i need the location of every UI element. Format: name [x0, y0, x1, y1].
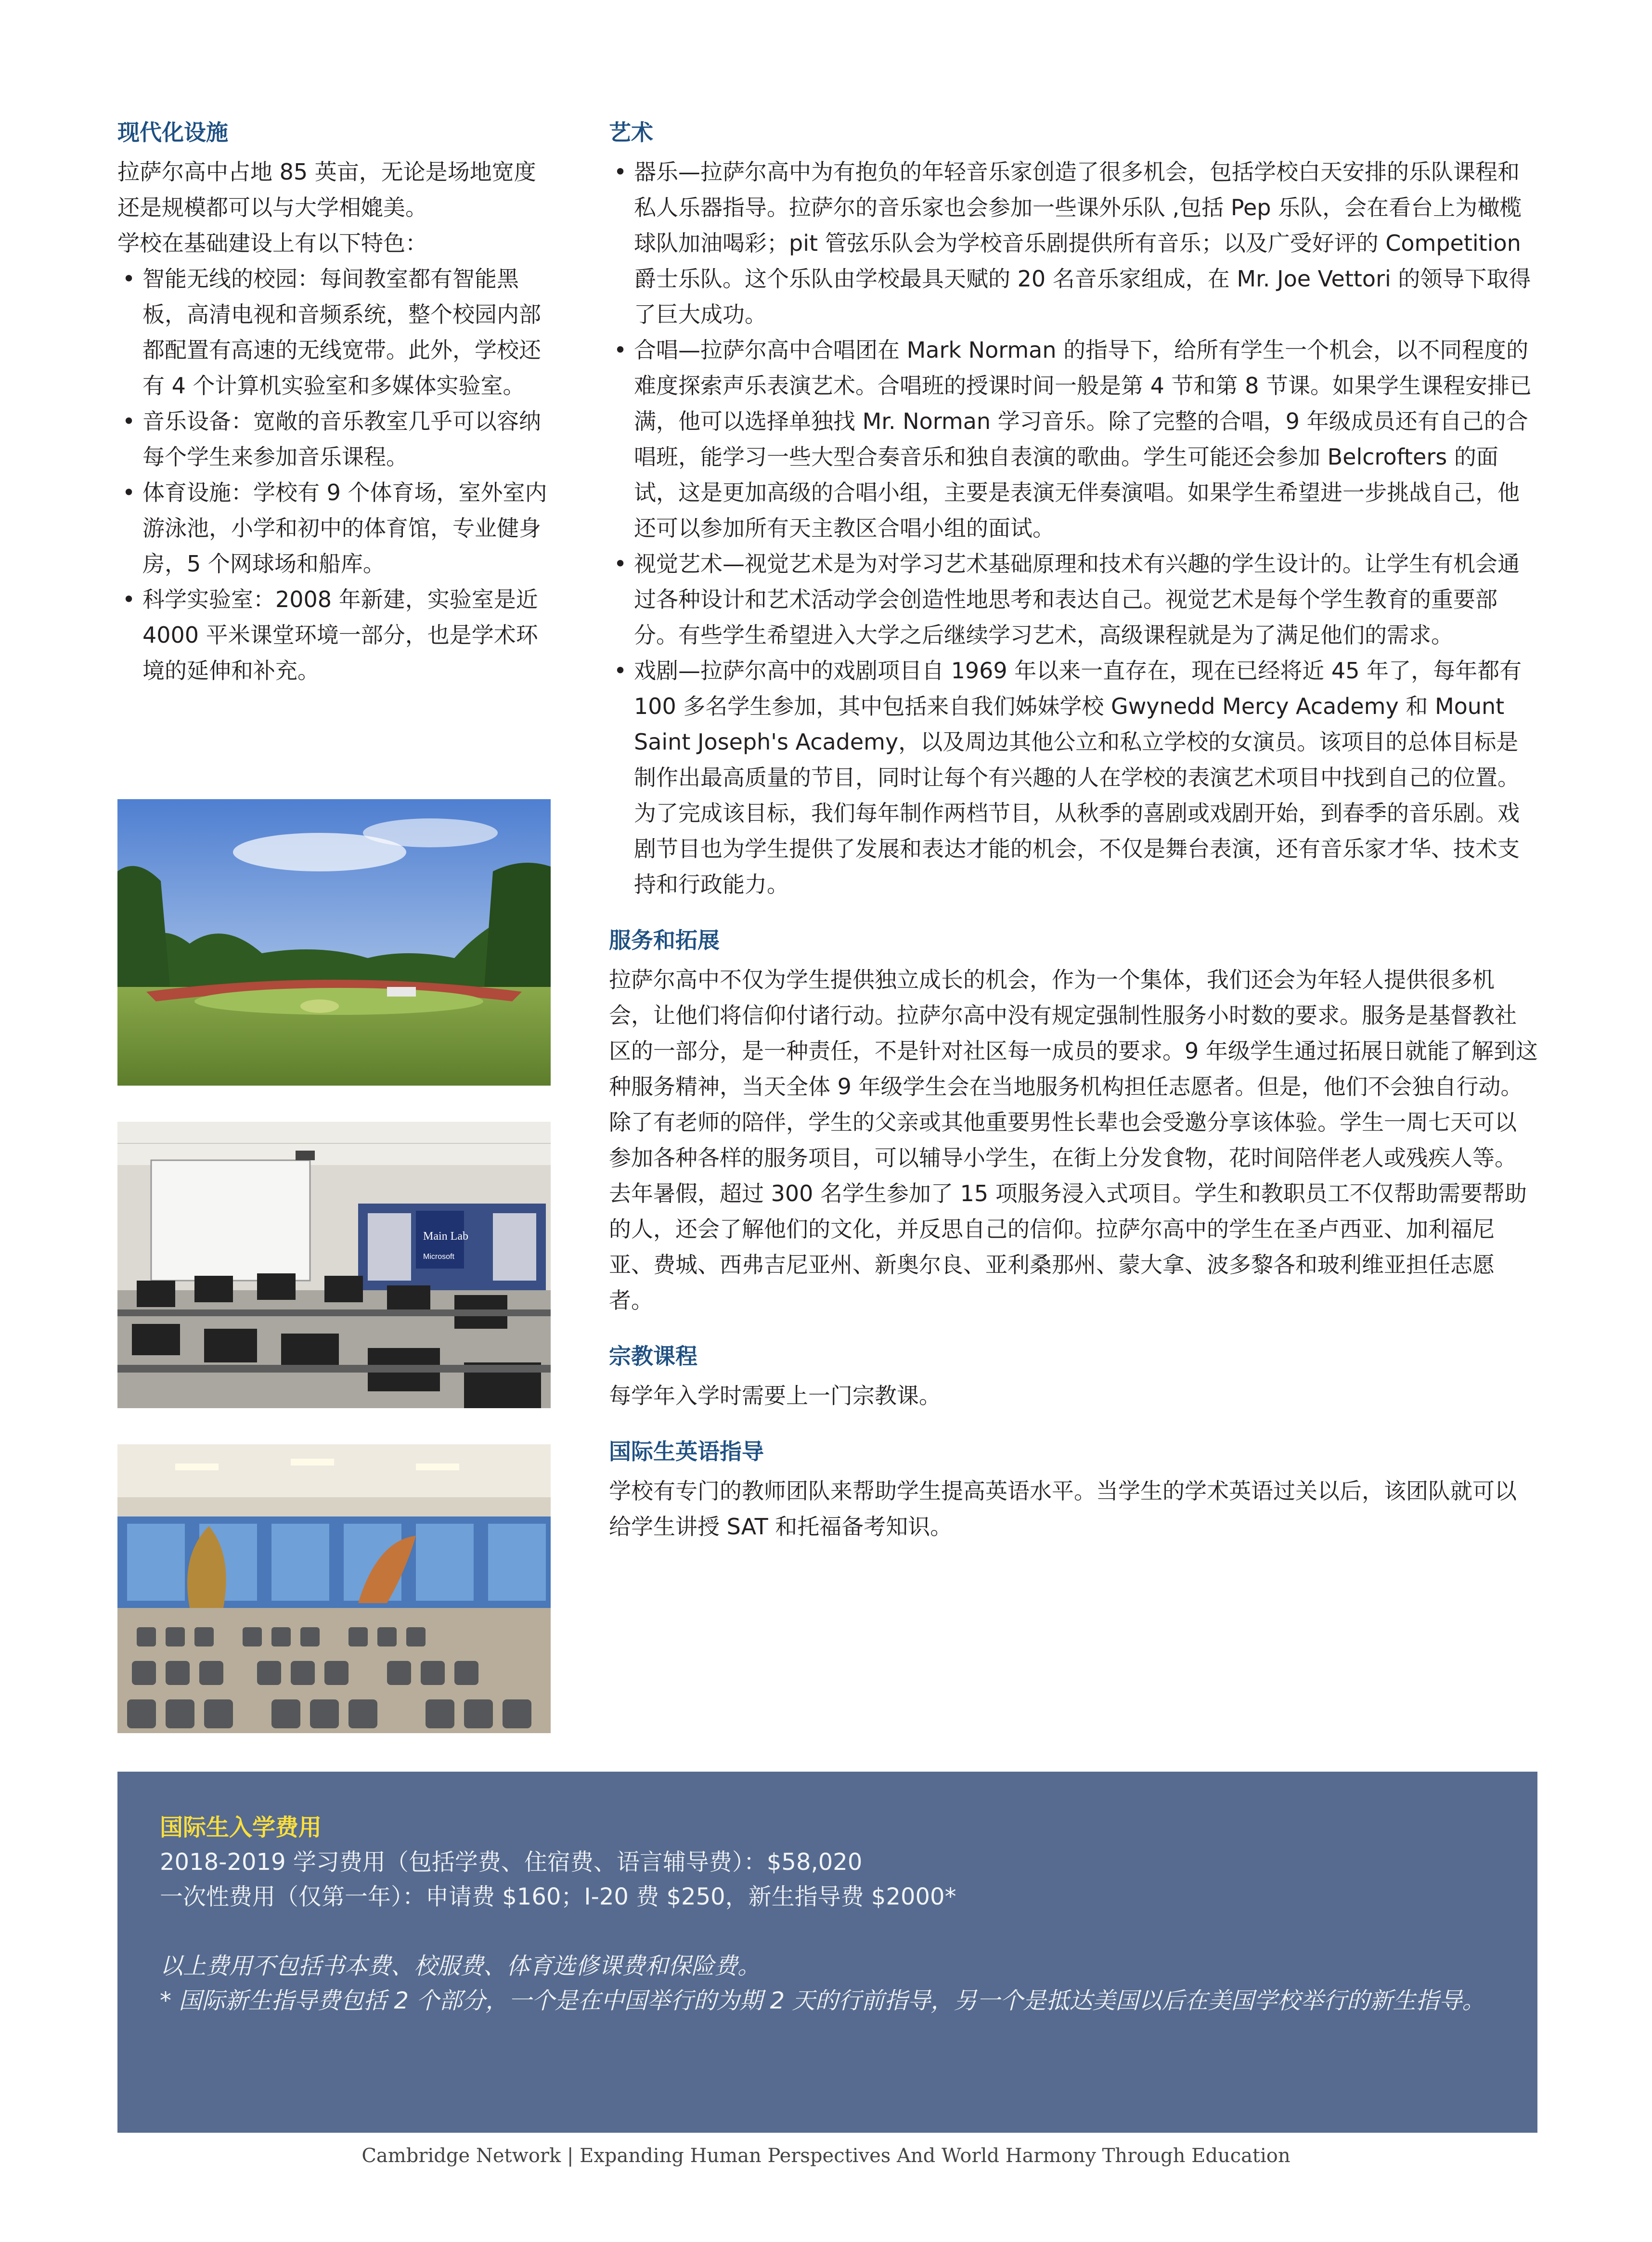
fees-line-tuition: 2018-2019 学习费用（包括学费、住宿费、语言辅导费）：$58,020 [160, 1849, 863, 1876]
facilities-heading: 现代化设施 [117, 119, 228, 145]
list-item: • 体育设施：学校有 9 个体育场，室外室内游泳池，小学和初中的体育馆，专业健身房，5 个网球场和船库。 [117, 475, 551, 582]
facilities-section [117, 116, 551, 688]
service-section [609, 923, 1538, 1318]
computer-lab-photo [117, 1122, 551, 1408]
facilities-intro-2: 学校在基础建设上有以下特色： [117, 230, 427, 256]
fees-content [160, 1810, 1495, 2018]
facilities-intro: 拉萨尔高中占地 85 英亩，无论是场地宽度还是规模都可以与大学相媲美。 [117, 159, 536, 220]
list-item: • 智能无线的校园：每间教室都有智能黑板，高清电视和音频系统，整个校园内部都配置有高速的无线宽带。此外，学校还有 4 个计算机实验室和多媒体实验室。 [117, 261, 551, 403]
religion-section [609, 1339, 1538, 1413]
esl-body: 学校有专门的教师团队来帮助学生提高英语水平。当学生的学术英语过关以后，该团队就可以给学生讲授 SAT 和托福备考知识。 [609, 1478, 1517, 1540]
fees-box [117, 1772, 1537, 2133]
fees-title: 国际生入学费用 [160, 1814, 322, 1841]
list-item: • 科学实验室：2008 年新建，实验室是近 4000 平米课堂环境一部分，也是学术环境的延伸和补充。 [117, 582, 551, 688]
list-item: • 器乐—拉萨尔高中为有抱负的年轻音乐家创造了很多机会，包括学校白天安排的乐队课程和私人乐器指导。拉萨尔的音乐家也会参加一些课外乐队 ,包括 Pep 乐队，会在看台上为橄榄球队加油喝彩；pit 管弦乐队会为学校音乐剧提供所有音乐；以及广受好评的 Competition 爵士乐队。这个乐队由学校最具天赋的 20 名音乐家组成，在 Mr. Joe Vettori 的领导下取得了巨大成功。 [609, 154, 1538, 332]
facilities-list [117, 261, 551, 688]
fees-line-onetime: 一次性费用（仅第一年）：申请费 $160；I-20 费 $250，新生指导费 $2000* [160, 1883, 956, 1910]
right-column [609, 116, 1538, 1544]
list-item: • 合唱—拉萨尔高中合唱团在 Mark Norman 的指导下，给所有学生一个机会，以不同程度的难度探索声乐表演艺术。合唱班的授课时间一般是第 4 节和第 8 节课。如果学生课程安排已满，他可以选择单独找 Mr. Norman 学习音乐。除了完整的合唱，9 年级成员还有自己的合唱班，能学习一些大型合奏音乐和独自表演的歌曲。学生可能还会参加 Belcrofters 的面试，这是更加高级的合唱小组，主要是表演无伴奏演唱。如果学生希望进一步挑战自己，他还可以参加所有天主教区合唱小组的面试。 [609, 332, 1538, 546]
list-item: • 音乐设备：宽敞的音乐教室几乎可以容纳每个学生来参加音乐课程。 [117, 403, 551, 475]
religion-body: 每学年入学时需要上一门宗教课。 [609, 1383, 941, 1409]
list-item: • 视觉艺术—视觉艺术是为对学习艺术基础原理和技术有兴趣的学生设计的。让学生有机会通过各种设计和艺术活动学会创造性地思考和表达自己。视觉艺术是每个学生教育的重要部分。有些学生希望进入大学之后继续学习艺术，高级课程就是为了满足他们的需求。 [609, 546, 1538, 653]
page-footer: Cambridge Network | Expanding Human Perspectives And World Harmony Through Education [361, 2145, 1291, 2167]
esl-section [609, 1435, 1538, 1544]
arts-heading: 艺术 [609, 119, 653, 145]
list-item: • 戏剧—拉萨尔高中的戏剧项目自 1969 年以来一直存在，现在已经将近 45 年了，每年都有 100 多名学生参加，其中包括来自我们姊妹学校 Gwynedd Mercy Academy 和 Mount Saint Joseph's Academy，以及周边其他公立和私立学校的女演员。该项目的总体目标是制作出最高质量的节目，同时让每个有兴趣的人在学校的表演艺术项目中找到自己的位置。为了完成该目标，我们每年制作两档节目，从秋季的喜剧或戏剧开始，到春季的音乐剧。戏剧节目也为学生提供了发展和表达才能的机会，不仅是舞台表演，还有音乐家才华、技术支持和行政能力。 [609, 653, 1538, 902]
lab-brand-text: Microsoft [423, 1253, 454, 1261]
fees-note-exclusions: 以上费用不包括书本费、校服费、体育选修课费和保险费。 [160, 1953, 761, 1980]
service-body: 拉萨尔高中不仅为学生提供独立成长的机会，作为一个集体，我们还会为年轻人提供很多机会，让他们将信仰付诸行动。拉萨尔高中没有规定强制性服务小时数的要求。服务是基督教社区的一部分，是一种责任，不是针对社区每一成员的要求。9 年级学生通过拓展日就能了解到这种服务精神，当天全体 9 年级学生会在当地服务机构担任志愿者。但是，他们不会独自行动。除了有老师的陪伴，学生的父亲或其他重要男性长辈也会受邀分享该体验。学生一周七天可以参加各种各样的服务项目，可以辅导小学生，在街上分发食物，花时间陪伴老人或残疾人等。去年暑假，超过 300 名学生参加了 15 项服务浸入式项目。学生和教职员工不仅帮助需要帮助的人，还会了解他们的文化，并反思自己的信仰。拉萨尔高中的学生在圣卢西亚、加利福尼亚、费城、西弗吉尼亚州、新奥尔良、亚利桑那州、蒙大拿、波多黎各和玻利维亚担任志愿者。 [609, 967, 1538, 1313]
service-heading: 服务和拓展 [609, 927, 720, 953]
fees-note-orientation: * 国际新生指导费包括 2 个部分，一个是在中国举行的为期 2 天的行前指导，另一个是抵达美国以后在美国学校举行的新生指导。 [160, 1987, 1485, 2014]
arts-list [609, 154, 1538, 902]
religion-heading: 宗教课程 [609, 1343, 697, 1369]
sports-field-photo [117, 799, 551, 1086]
arts-section [609, 116, 1538, 902]
lab-banner-text: Main Lab [423, 1230, 468, 1243]
auditorium-photo [117, 1444, 551, 1733]
esl-heading: 国际生英语指导 [609, 1439, 764, 1464]
